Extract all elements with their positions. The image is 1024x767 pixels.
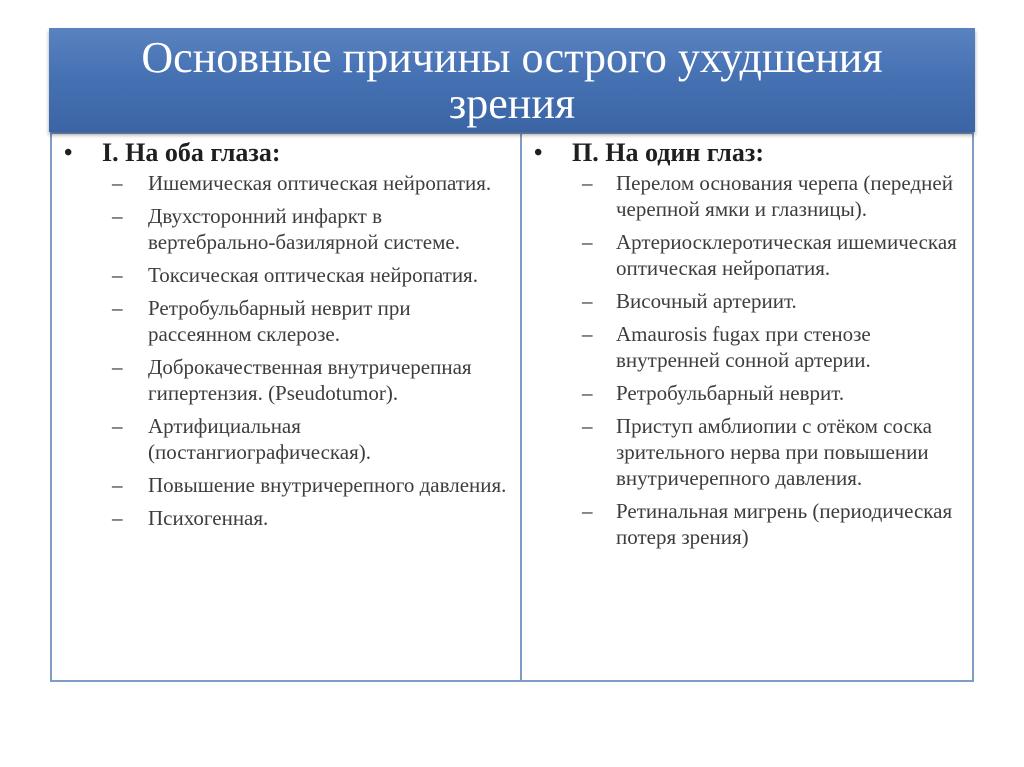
list-item	[52, 472, 520, 498]
list-item	[52, 505, 520, 531]
list-item-text: Психогенная.	[148, 506, 269, 530]
list-item	[52, 354, 520, 406]
dash-icon: –	[582, 171, 593, 195]
dash-icon: –	[112, 171, 123, 195]
dash-icon: –	[582, 230, 593, 254]
list-item-text: Височный артериит.	[616, 289, 797, 313]
list-item-text: Артериосклеротическая ишемическая оптическая нейропатия.	[616, 230, 957, 280]
dash-icon: –	[112, 355, 123, 379]
dash-icon: –	[582, 499, 593, 523]
bullet-icon: •	[534, 140, 543, 166]
dash-icon: –	[582, 289, 593, 313]
title-bar	[49, 28, 975, 132]
list-item-text: Доброкачественная внутричерепная гипертензия. (Pseudotumor).	[148, 355, 472, 405]
left-heading-text: I. На оба глаза:	[102, 138, 281, 167]
list-item-text: Ретинальная мигрень (периодическая потеря зрения)	[616, 499, 953, 549]
list-item	[522, 321, 972, 373]
list-item	[522, 229, 972, 281]
list-item-text: Приступ амблиопии с отёком соска зрительного нерва при повышении внутричерепного давления.	[616, 414, 933, 490]
left-column-heading	[52, 138, 520, 168]
list-item-text: Двухсторонний инфаркт в вертебрально-базилярной системе.	[148, 204, 460, 254]
dash-icon: –	[112, 296, 123, 320]
list-item	[52, 413, 520, 465]
left-item-list	[52, 170, 520, 531]
right-column	[522, 134, 972, 680]
dash-icon: –	[582, 381, 593, 405]
list-item-text: Ретробульбарный неврит при рассеянном склерозе.	[148, 296, 411, 346]
dash-icon: –	[582, 414, 593, 438]
right-heading-text: П. На один глаз:	[572, 138, 764, 167]
list-item	[52, 203, 520, 255]
list-item	[522, 498, 972, 550]
list-item	[522, 170, 972, 222]
dash-icon: –	[112, 506, 123, 530]
list-item-text: Ишемическая оптическая нейропатия.	[148, 171, 492, 195]
dash-icon: –	[112, 414, 123, 438]
right-item-list	[522, 170, 972, 550]
list-item	[522, 288, 972, 314]
list-item-text: Ретробульбарный неврит.	[616, 381, 845, 405]
dash-icon: –	[112, 204, 123, 228]
list-item-text: Повышение внутричерепного давления.	[148, 473, 507, 497]
list-item-text: Amaurosis fugax при стенозе внутренней сонной артерии.	[616, 322, 871, 372]
content-table	[50, 132, 974, 682]
right-column-heading	[522, 138, 972, 168]
list-item	[52, 262, 520, 288]
list-item-text: Артифициальная (постангиографическая).	[148, 414, 372, 464]
list-item	[522, 380, 972, 406]
dash-icon: –	[112, 473, 123, 497]
left-column	[52, 134, 522, 680]
list-item	[522, 413, 972, 491]
slide-title: Основные причины острого ухудшения зрения	[141, 33, 883, 128]
list-item	[52, 170, 520, 196]
bullet-icon: •	[64, 140, 73, 166]
list-item-text: Токсическая оптическая нейропатия.	[148, 263, 478, 287]
dash-icon: –	[112, 263, 123, 287]
list-item	[52, 295, 520, 347]
dash-icon: –	[582, 322, 593, 346]
list-item-text: Перелом основания черепа (передней черепной ямки и глазницы).	[616, 171, 953, 221]
